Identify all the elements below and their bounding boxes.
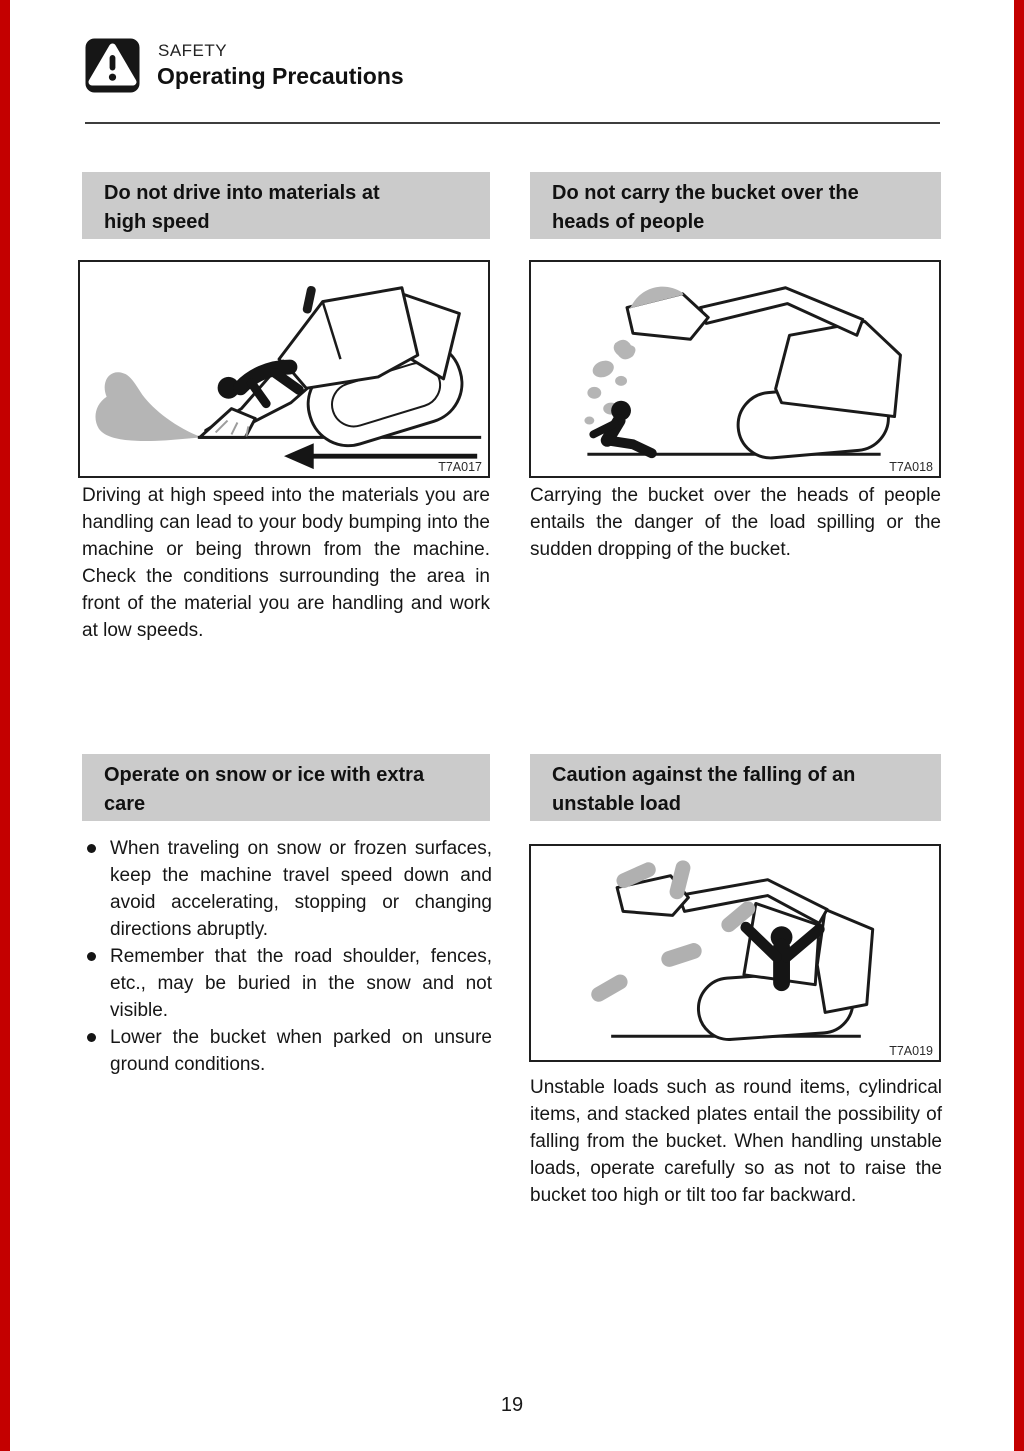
illustration-bucket-spilling (531, 262, 939, 476)
heading-line: Do not carry the bucket over the (552, 182, 859, 204)
heading-bucket-over-heads (530, 172, 941, 239)
page-number: 19 (500, 1394, 524, 1416)
bullet-text: Remember that the road shoulder, fences, etc., may be buried in the snow and not visible. (110, 946, 492, 1021)
illustration-machine-into-pile (80, 262, 488, 476)
material-pile (95, 372, 201, 441)
heading-line: high speed (104, 211, 210, 233)
heading-unstable-load (530, 754, 941, 821)
header-divider (85, 122, 940, 124)
machine-body (200, 285, 472, 455)
list-item (84, 1024, 492, 1078)
bullet-text: When traveling on snow or frozen surfaces, keep the machine travel speed down and avoid accelerating, stopping or changing directions abruptly. (110, 838, 492, 940)
heading-line: care (104, 793, 146, 815)
bullet-text: Lower the bucket when parked on unsure ground conditions. (110, 1027, 492, 1075)
heading-line: Operate on snow or ice with extra (104, 764, 425, 786)
scan-edge-left (0, 0, 10, 1451)
figure-label: T7A017 (435, 460, 485, 475)
scan-edge-right (1014, 0, 1024, 1451)
heading-line: heads of people (552, 211, 705, 233)
illustration-falling-cylinders (531, 846, 939, 1060)
figure-bucket-over-heads (529, 260, 941, 478)
list-item (84, 943, 492, 1024)
machine-body (627, 288, 900, 461)
body-drive-speed: Driving at high speed into the materials you are handling can lead to your body bumping into the machine or being thrown from the machine. Check the conditions surrounding the area in front of the material you are handling and work at low speeds. (82, 485, 490, 641)
heading-line: unstable load (552, 793, 681, 815)
body-unstable-load: Unstable loads such as round items, cylindrical items, and stacked plates entail the possibility of falling from the bucket. When handling unstable loads, operate carefully so as not to raise the bucket too high or tilt too far backward. (530, 1077, 942, 1206)
warning-triangle-icon (84, 37, 141, 94)
figure-unstable-load (529, 844, 941, 1062)
figure-drive-speed (78, 260, 490, 478)
machine-body (617, 876, 873, 1042)
list-item (84, 835, 492, 943)
heading-drive-speed (82, 172, 490, 239)
bullet-icon (84, 835, 110, 943)
page-title: Operating Precautions (157, 63, 404, 89)
snow-ice-bullet-list (84, 835, 492, 1078)
bullet-icon (84, 943, 110, 1024)
bullet-icon (84, 1024, 110, 1078)
body-bucket-over-heads: Carrying the bucket over the heads of people entails the danger of the load spilling or the sudden dropping of the bucket. (530, 485, 941, 560)
falling-person-figure (593, 401, 651, 454)
heading-snow-ice (82, 754, 490, 821)
figure-label: T7A018 (886, 460, 936, 475)
figure-label: T7A019 (886, 1044, 936, 1059)
heading-line: Caution against the falling of an (552, 764, 856, 786)
heading-line: Do not drive into materials at (104, 182, 380, 204)
section-kicker: SAFETY (158, 41, 228, 60)
